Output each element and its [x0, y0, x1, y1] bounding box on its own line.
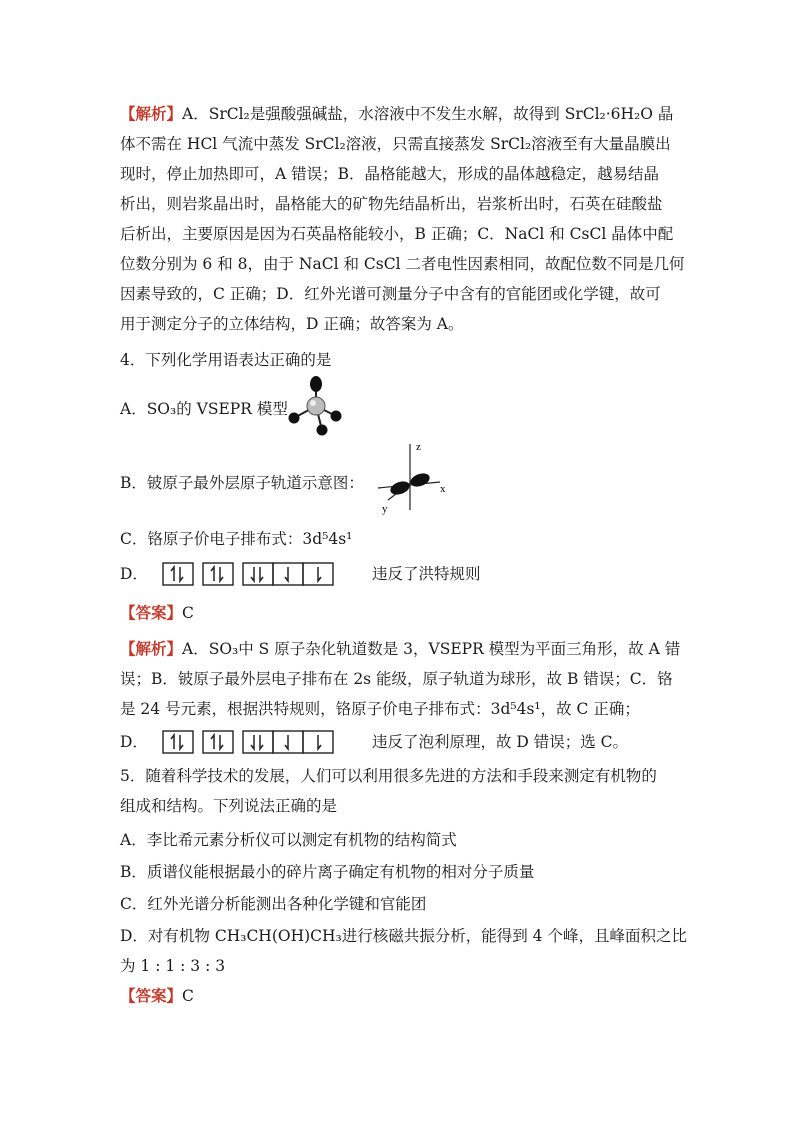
axis-y-label: y: [382, 503, 388, 515]
q3-analysis-line-7: 因素导致的，C 正确；D．红外光谱可测量分子中含有的官能团或化学键，故可: [120, 285, 661, 303]
q3-analysis-line-2: 体不需在 HCl 气流中蒸发 SrCl₂溶液，只需直接蒸发 SrCl₂溶液至有大量晶膜出: [120, 135, 671, 153]
q5-option-a: A．李比希元素分析仪可以测定有机物的结构简式: [120, 831, 457, 849]
orbital-box-diagram-icon: [162, 729, 372, 755]
q4-analysis-line-1: 【解析】A．SO₃中 S 原子杂化轨道数是 3，VSEPR 模型为平面三角形，故 A 错: [120, 639, 681, 658]
answer-tag: 【答案】: [120, 986, 183, 1005]
beryllium-orbital-diagram-icon: [374, 440, 454, 516]
q3-analysis-line-8: 用于测定分子的立体结构，D 正确；故答案为 A。: [120, 315, 464, 333]
analysis-tag: 【解析】: [120, 639, 183, 658]
q5-stem-line-1: 5．随着科学技术的发展，人们可以利用很多先进的方法和手段来测定有机物的: [120, 767, 657, 785]
q3-analysis-line-4: 析出，则岩浆晶出时，晶格能大的矿物先结晶析出，岩浆析出时，石英在硅酸盐: [120, 195, 663, 213]
q4-option-d: D． 违反了洪特规则: [120, 560, 480, 588]
axis-x-label: x: [440, 483, 446, 495]
q5-answer: 【答案】C: [120, 986, 194, 1005]
q5-stem-line-2: 组成和结构。下列说法正确的是: [120, 797, 338, 815]
q4-analysis-line-2: 误；B．铍原子最外层电子排布在 2s 能级，原子轨道为球形，故 B 错误；C．铬: [120, 670, 673, 688]
so3-vsepr-model-icon: [284, 376, 348, 438]
axis-z-label: z: [416, 441, 421, 453]
q4-stem: 4．下列化学用语表达正确的是: [120, 351, 332, 369]
q4-option-b: B．铍原子最外层原子轨道示意图：: [120, 474, 364, 492]
analysis-tag: 【解析】: [120, 104, 183, 123]
q4-option-a: A．SO₃的 VSEPR 模型: [120, 400, 288, 418]
q5-option-d-line-1: D．对有机物 CH₃CH(OH)CH₃进行核磁共振分析，能得到 4 个峰，且峰面积之比: [120, 927, 687, 945]
answer-tag: 【答案】: [120, 603, 183, 622]
q3-analysis-line-3: 现时，停止加热即可，A 错误；B．晶格能越大，形成的晶体越稳定，越易结晶: [120, 165, 660, 183]
q5-option-c: C．红外光谱分析能测出各种化学键和官能团: [120, 895, 427, 913]
orbital-box-diagram-icon: [162, 561, 372, 587]
q4-option-c: C．铬原子价电子排布式：3d⁵4s¹: [120, 530, 353, 548]
q3-analysis-line-6: 位数分别为 6 和 8，由于 NaCl 和 CsCl 二者电性因素相同，故配位数不同是几何: [120, 255, 685, 273]
q5-option-b: B．质谱仪能根据最小的碎片离子确定有机物的相对分子质量: [120, 863, 535, 881]
q4-analysis-option-d: D． 违反了泡利原理，故 D 错误；选 C。: [120, 728, 628, 756]
q3-analysis-line-1: 【解析】A．SrCl₂是强酸强碱盐，水溶液中不发生水解，故得到 SrCl₂·6H₂O 晶: [120, 104, 674, 123]
q5-option-d-line-2: 为 1 : 1 : 3 : 3: [120, 957, 226, 975]
q3-analysis-line-5: 后析出，主要原因是因为石英晶格能较小，B 正确；C．NaCl 和 CsCl 晶体中配: [120, 225, 674, 243]
q4-analysis-line-3: 是 24 号元素，根据洪特规则，铬原子价电子排布式：3d⁵4s¹，故 C 正确；: [120, 700, 640, 718]
q4-answer: 【答案】C: [120, 603, 194, 622]
